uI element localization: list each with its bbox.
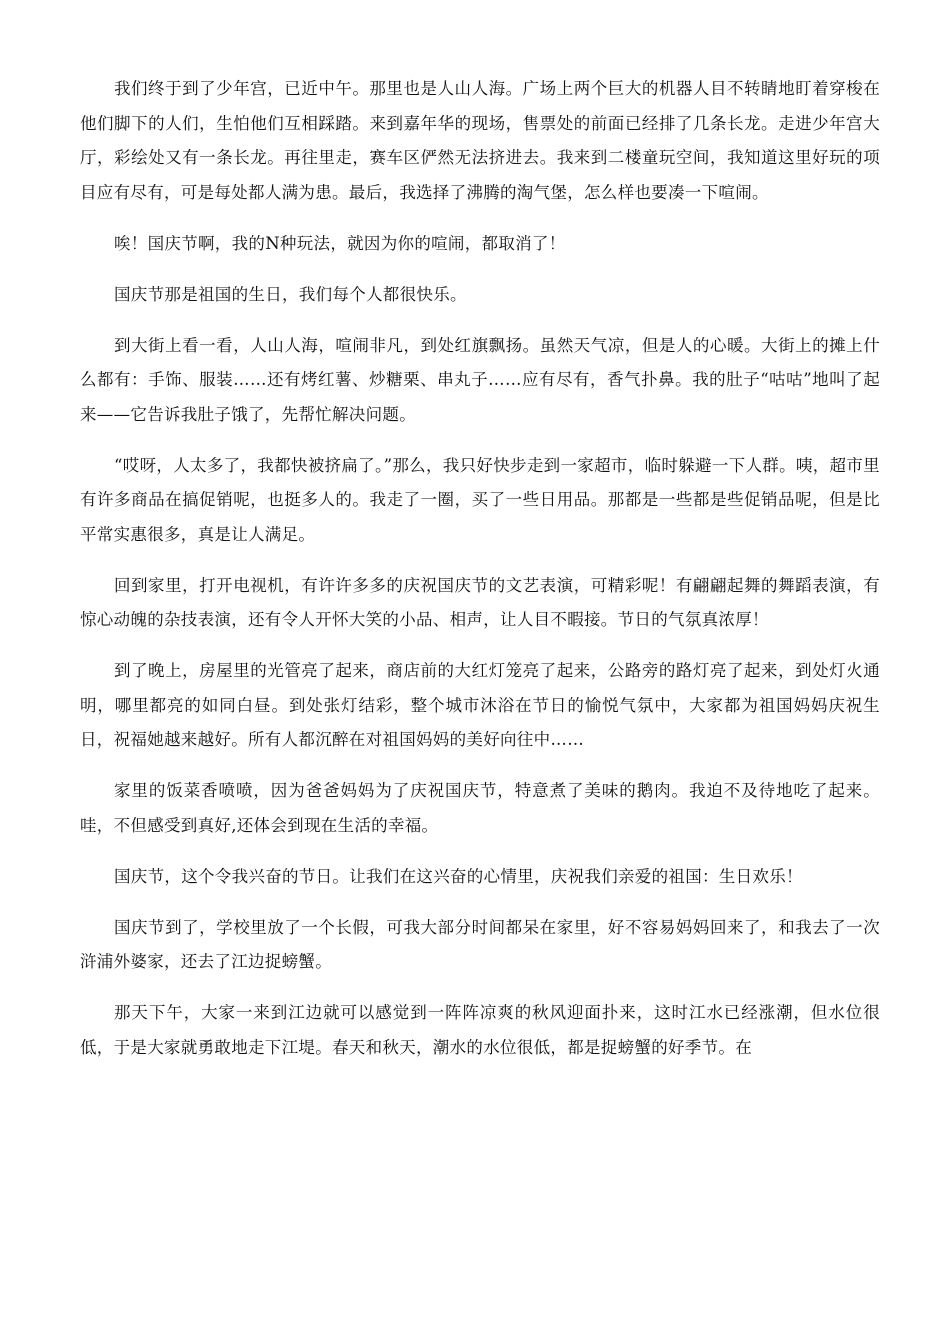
paragraph-6: 回到家里，打开电视机，有许许多多的庆祝国庆节的文艺表演，可精彩呢！有翩翩起舞的舞蹈表演，有惊心动魄的杂技表演，还有令人开怀大笑的小品、相声，让人目不暇接。节日的气氛真浓厚！	[80, 575, 880, 629]
paragraph-11: 那天下午，大家一来到江边就可以感觉到一阵阵凉爽的秋风迎面扑来，这时江水已经涨潮，但水位很低，于是大家就勇敢地走下江堤。春天和秋天，潮水的水位很低，都是捉螃蟹的好季节。在	[80, 1003, 880, 1057]
paragraph-2: 唉！国庆节啊，我的N种玩法，就因为你的喧闹，都取消了！	[114, 233, 566, 253]
document-body	[80, 72, 880, 1082]
paragraph-5: “哎呀，人太多了，我都快被挤扁了。”那么，我只好快步走到一家超市，临时躲避一下人群。咦，超市里有许多商品在搞促销呢，也挺多人的。我走了一圈，买了一些日用品。那都是一些都是些促销品呢，但是比平常实惠很多，真是让人满足。	[80, 455, 880, 544]
paragraph-10: 国庆节到了，学校里放了一个长假，可我大部分时间都呆在家里，好不容易妈妈回来了，和我去了一次浒浦外婆家，还去了江边捉螃蟹。	[80, 917, 880, 971]
paragraph-7: 到了晚上，房屋里的光管亮了起来，商店前的大红灯笼亮了起来，公路旁的路灯亮了起来，到处灯火通明，哪里都亮的如同白昼。到处张灯结彩，整个城市沐浴在节日的愉悦气氛中，大家都为祖国妈妈庆祝生日，祝福她越来越好。所有人都沉醉在对祖国妈妈的美好向往中……	[80, 661, 880, 749]
paragraph-9: 国庆节，这个令我兴奋的节日。让我们在这兴奋的心情里，庆祝我们亲爱的祖国：生日欢乐！	[114, 866, 803, 886]
paragraph-4: 到大街上看一看，人山人海，喧闹非凡，到处红旗飘扬。虽然天气凉，但是人的心暖。大街上的摊上什么都有：手饰、服装……还有烤红薯、炒糖栗、串丸子……应有尽有，香气扑鼻。我的肚子“咕咕”地叫了起来——它告诉我肚子饿了，先帮忙解决问题。	[80, 335, 880, 424]
paragraph-3: 国庆节那是祖国的生日，我们每个人都很快乐。	[114, 284, 467, 304]
paragraph-1: 我们终于到了少年宫，已近中午。那里也是人山人海。广场上两个巨大的机器人目不转睛地盯着穿梭在他们脚下的人们，生怕他们互相踩踏。来到嘉年华的现场，售票处的前面已经排了几条长龙。走进少年宫大厅，彩绘处又有一条长龙。再往里走，赛车区俨然无法挤进去。我来到二楼童玩空间，我知道这里好玩的项目应有尽有，可是每处都人满为患。最后，我选择了沸腾的淘气堡，怎么样也要凑一下喧闹。	[80, 79, 880, 202]
paragraph-8: 家里的饭菜香喷喷，因为爸爸妈妈为了庆祝国庆节，特意煮了美味的鹅肉。我迫不及待地吃了起来。哇，不但感受到真好,还体会到现在生活的幸福。	[80, 781, 880, 835]
